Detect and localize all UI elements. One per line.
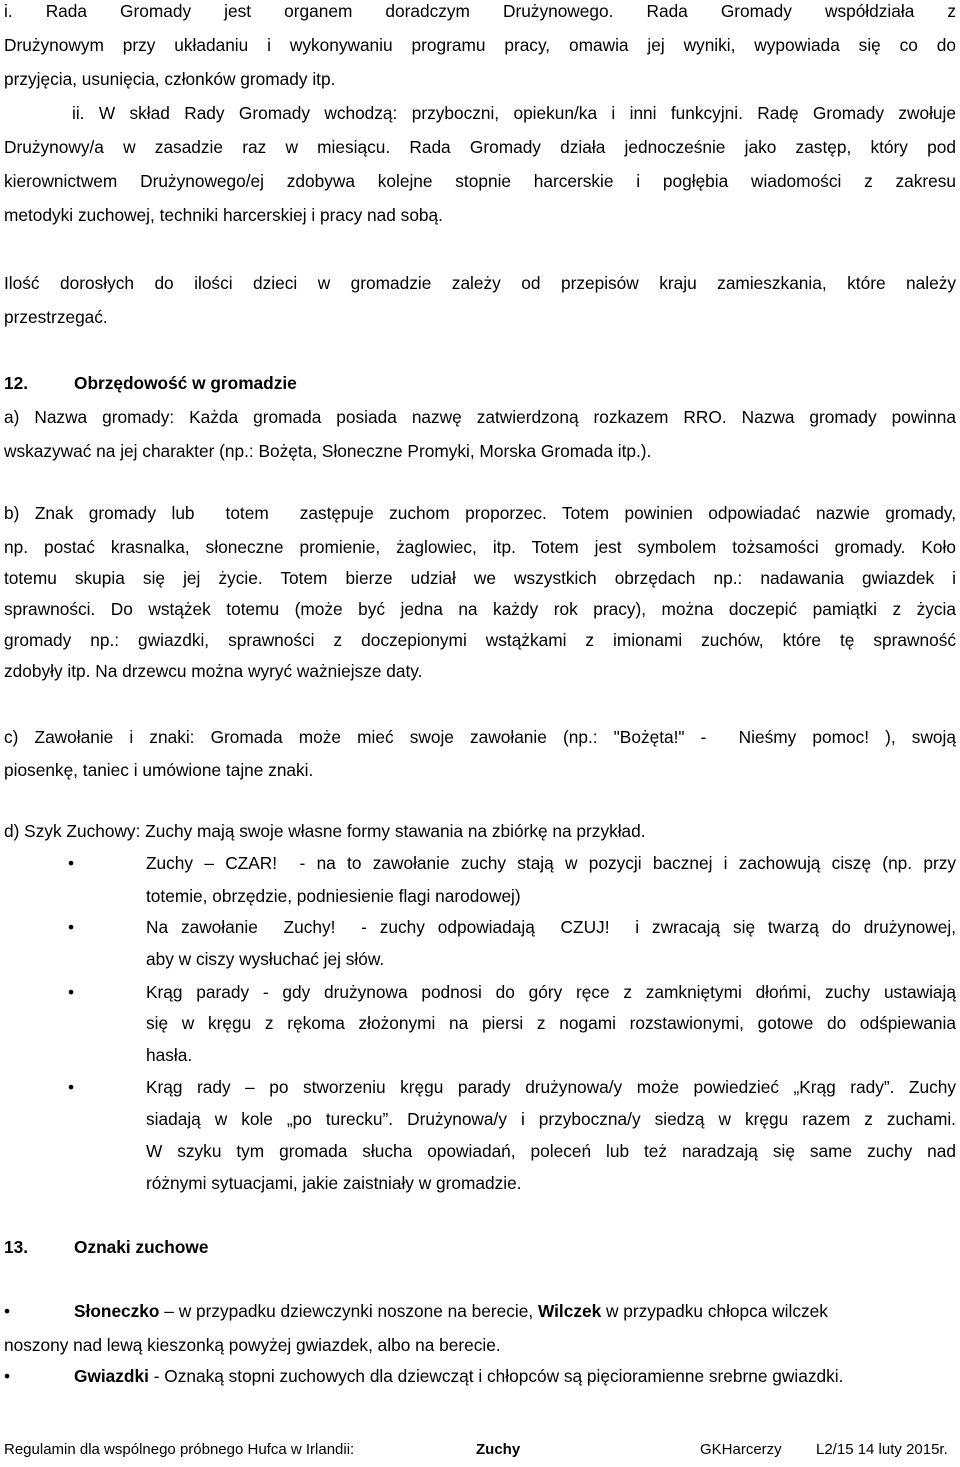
paragraph-line: a) Nazwa gromady: Każda gromada posiada nazwę zatwierdzoną rozkazem RRO. Nazwa gromady powinna — [4, 407, 956, 427]
list-item-line: Na zawołanie Zuchy! - zuchy odpowiadają CZUJ! i zwracają się twarzą do drużynowej, — [146, 917, 956, 937]
term-description: w przypadku chłopca wilczek — [601, 1301, 828, 1321]
list-item-line: Krąg parady - gdy drużynowa podnosi do góry ręce z zamkniętymi dłońmi, zuchy ustawiają — [146, 982, 956, 1002]
bullet-icon: • — [68, 1077, 75, 1097]
list-item-line — [74, 1365, 956, 1387]
list-item-line: różnymi sytuacjami, jakie zaistniały w gromadzie. — [146, 1173, 522, 1193]
paragraph-line: metodyki zuchowej, techniki harcerskiej i pracy nad sobą. — [4, 205, 443, 225]
list-item-line: siadają w kole „po turecku”. Drużynowa/y i przyboczna/y siedzą w kręgu razem z zuchami. — [146, 1109, 956, 1129]
paragraph-line: przyjęcia, usunięcia, członków gromady itp. — [4, 69, 336, 89]
term-description: - Oznaką stopni zuchowych dla dziewcząt i chłopców są pięcioramienne srebrne gwiazdki. — [148, 1366, 844, 1386]
list-item-line: hasła. — [146, 1045, 193, 1065]
list-item-line: Zuchy – CZAR! - na to zawołanie zuchy stają w pozycji bacznej i zachowują ciszę (np. przy — [146, 853, 956, 873]
paragraph-line: ii. W skład Rady Gromady wchodzą: przyboczni, opiekun/ka i inni funkcyjni. Radę Gromady zwołuje — [72, 103, 956, 123]
section-number: 12. — [4, 373, 29, 393]
paragraph-line: d) Szyk Zuchowy: Zuchy mają swoje własne formy stawania na zbiórkę na przykład. — [4, 821, 646, 841]
paragraph-line: i. Rada Gromady jest organem doradczym Drużynowego. Rada Gromady współdziała z — [4, 1, 956, 21]
paragraph-line: przestrzegać. — [4, 307, 108, 327]
footer-title: Regulamin dla wspólnego próbnego Hufca w Irlandii: — [4, 1441, 355, 1458]
paragraph-line: piosenkę, taniec i umówione tajne znaki. — [4, 760, 314, 780]
footer-org: GKHarcerzy — [700, 1441, 782, 1458]
list-item-line: Krąg rady – po stworzeniu kręgu parady drużynowa/y może powiedzieć „Krąg rady”. Zuchy — [146, 1077, 956, 1097]
paragraph-line: Drużynowym przy układaniu i wykonywaniu programu pracy, omawia jej wyniki, wypowiada się co do — [4, 35, 956, 55]
bullet-icon: • — [4, 1366, 11, 1386]
paragraph-line: Drużynowy/a w zasadzie raz w miesiącu. Rada Gromady działa jednocześnie jako zastęp, który pod — [4, 137, 956, 157]
footer-page: L2/15 14 luty 2015r. — [816, 1441, 948, 1458]
term-sloneczko: Słoneczko — [74, 1301, 160, 1321]
section-heading: Obrzędowość w gromadzie — [74, 373, 297, 393]
term-description: – w przypadku dziewczynki noszone na berecie, — [159, 1301, 538, 1321]
footer-section: Zuchy — [476, 1441, 521, 1458]
list-item-line: się w kręgu z rękoma złożonymi na piersi z nogami rozstawionymi, gotowe do odśpiewania — [146, 1013, 956, 1033]
paragraph-line: Ilość dorosłych do ilości dzieci w gromadzie zależy od przepisów kraju zamieszkania, które należy — [4, 273, 956, 293]
list-item-line: noszony nad lewą kieszonką powyżej gwiazdek, albo na berecie. — [4, 1335, 501, 1355]
paragraph-line: zdobyły itp. Na drzewcu można wyryć ważniejsze daty. — [4, 661, 423, 681]
bullet-icon: • — [4, 1301, 11, 1321]
bullet-icon: • — [68, 853, 75, 873]
list-item-line: totemie, obrzędzie, podniesienie flagi narodowej) — [146, 886, 521, 906]
paragraph-line: sprawności. Do wstążek totemu (może być jedna na każdy rok pracy), można doczepić pamiątki z życia — [4, 599, 956, 619]
paragraph-line: gromady np.: gwiazdki, sprawności z doczepionymi wstążkami z imionami zuchów, które tę sprawność — [4, 630, 956, 650]
bullet-icon: • — [68, 917, 75, 937]
list-item-line: aby w ciszy wysłuchać jej słów. — [146, 949, 385, 969]
section-number: 13. — [4, 1237, 29, 1257]
term-gwiazdki: Gwiazdki — [74, 1366, 149, 1386]
paragraph-line: np. postać krasnalka, słoneczne promienie, żaglowiec, itp. Totem jest symbolem tożsamości gromady. Koło — [4, 537, 956, 557]
paragraph-line: wskazywać na jej charakter (np.: Bożęta, Słoneczne Promyki, Morska Gromada itp.). — [4, 441, 652, 461]
paragraph-line: kierownictwem Drużynowego/ej zdobywa kolejne stopnie harcerskie i pogłębia wiadomości z zakresu — [4, 171, 956, 191]
paragraph-line: b) Znak gromady lub totem zastępuje zuchom proporzec. Totem powinien odpowiadać nazwie gromady, — [4, 503, 956, 523]
list-item-line — [74, 1300, 956, 1322]
section-heading: Oznaki zuchowe — [74, 1237, 209, 1257]
paragraph-line: totemu skupia się jej życie. Totem bierze udział we wszystkich obrzędach np.: nadawania gwiazdek i — [4, 568, 956, 588]
bullet-icon: • — [68, 982, 75, 1002]
term-wilczek: Wilczek — [537, 1301, 602, 1321]
list-item-line: W szyku tym gromada słucha opowiadań, poleceń lub też naradzają się same zuchy nad — [146, 1141, 956, 1161]
paragraph-line: c) Zawołanie i znaki: Gromada może mieć swoje zawołanie (np.: "Bożęta!" - Nieśmy pomoc! ), swoją — [4, 727, 956, 747]
